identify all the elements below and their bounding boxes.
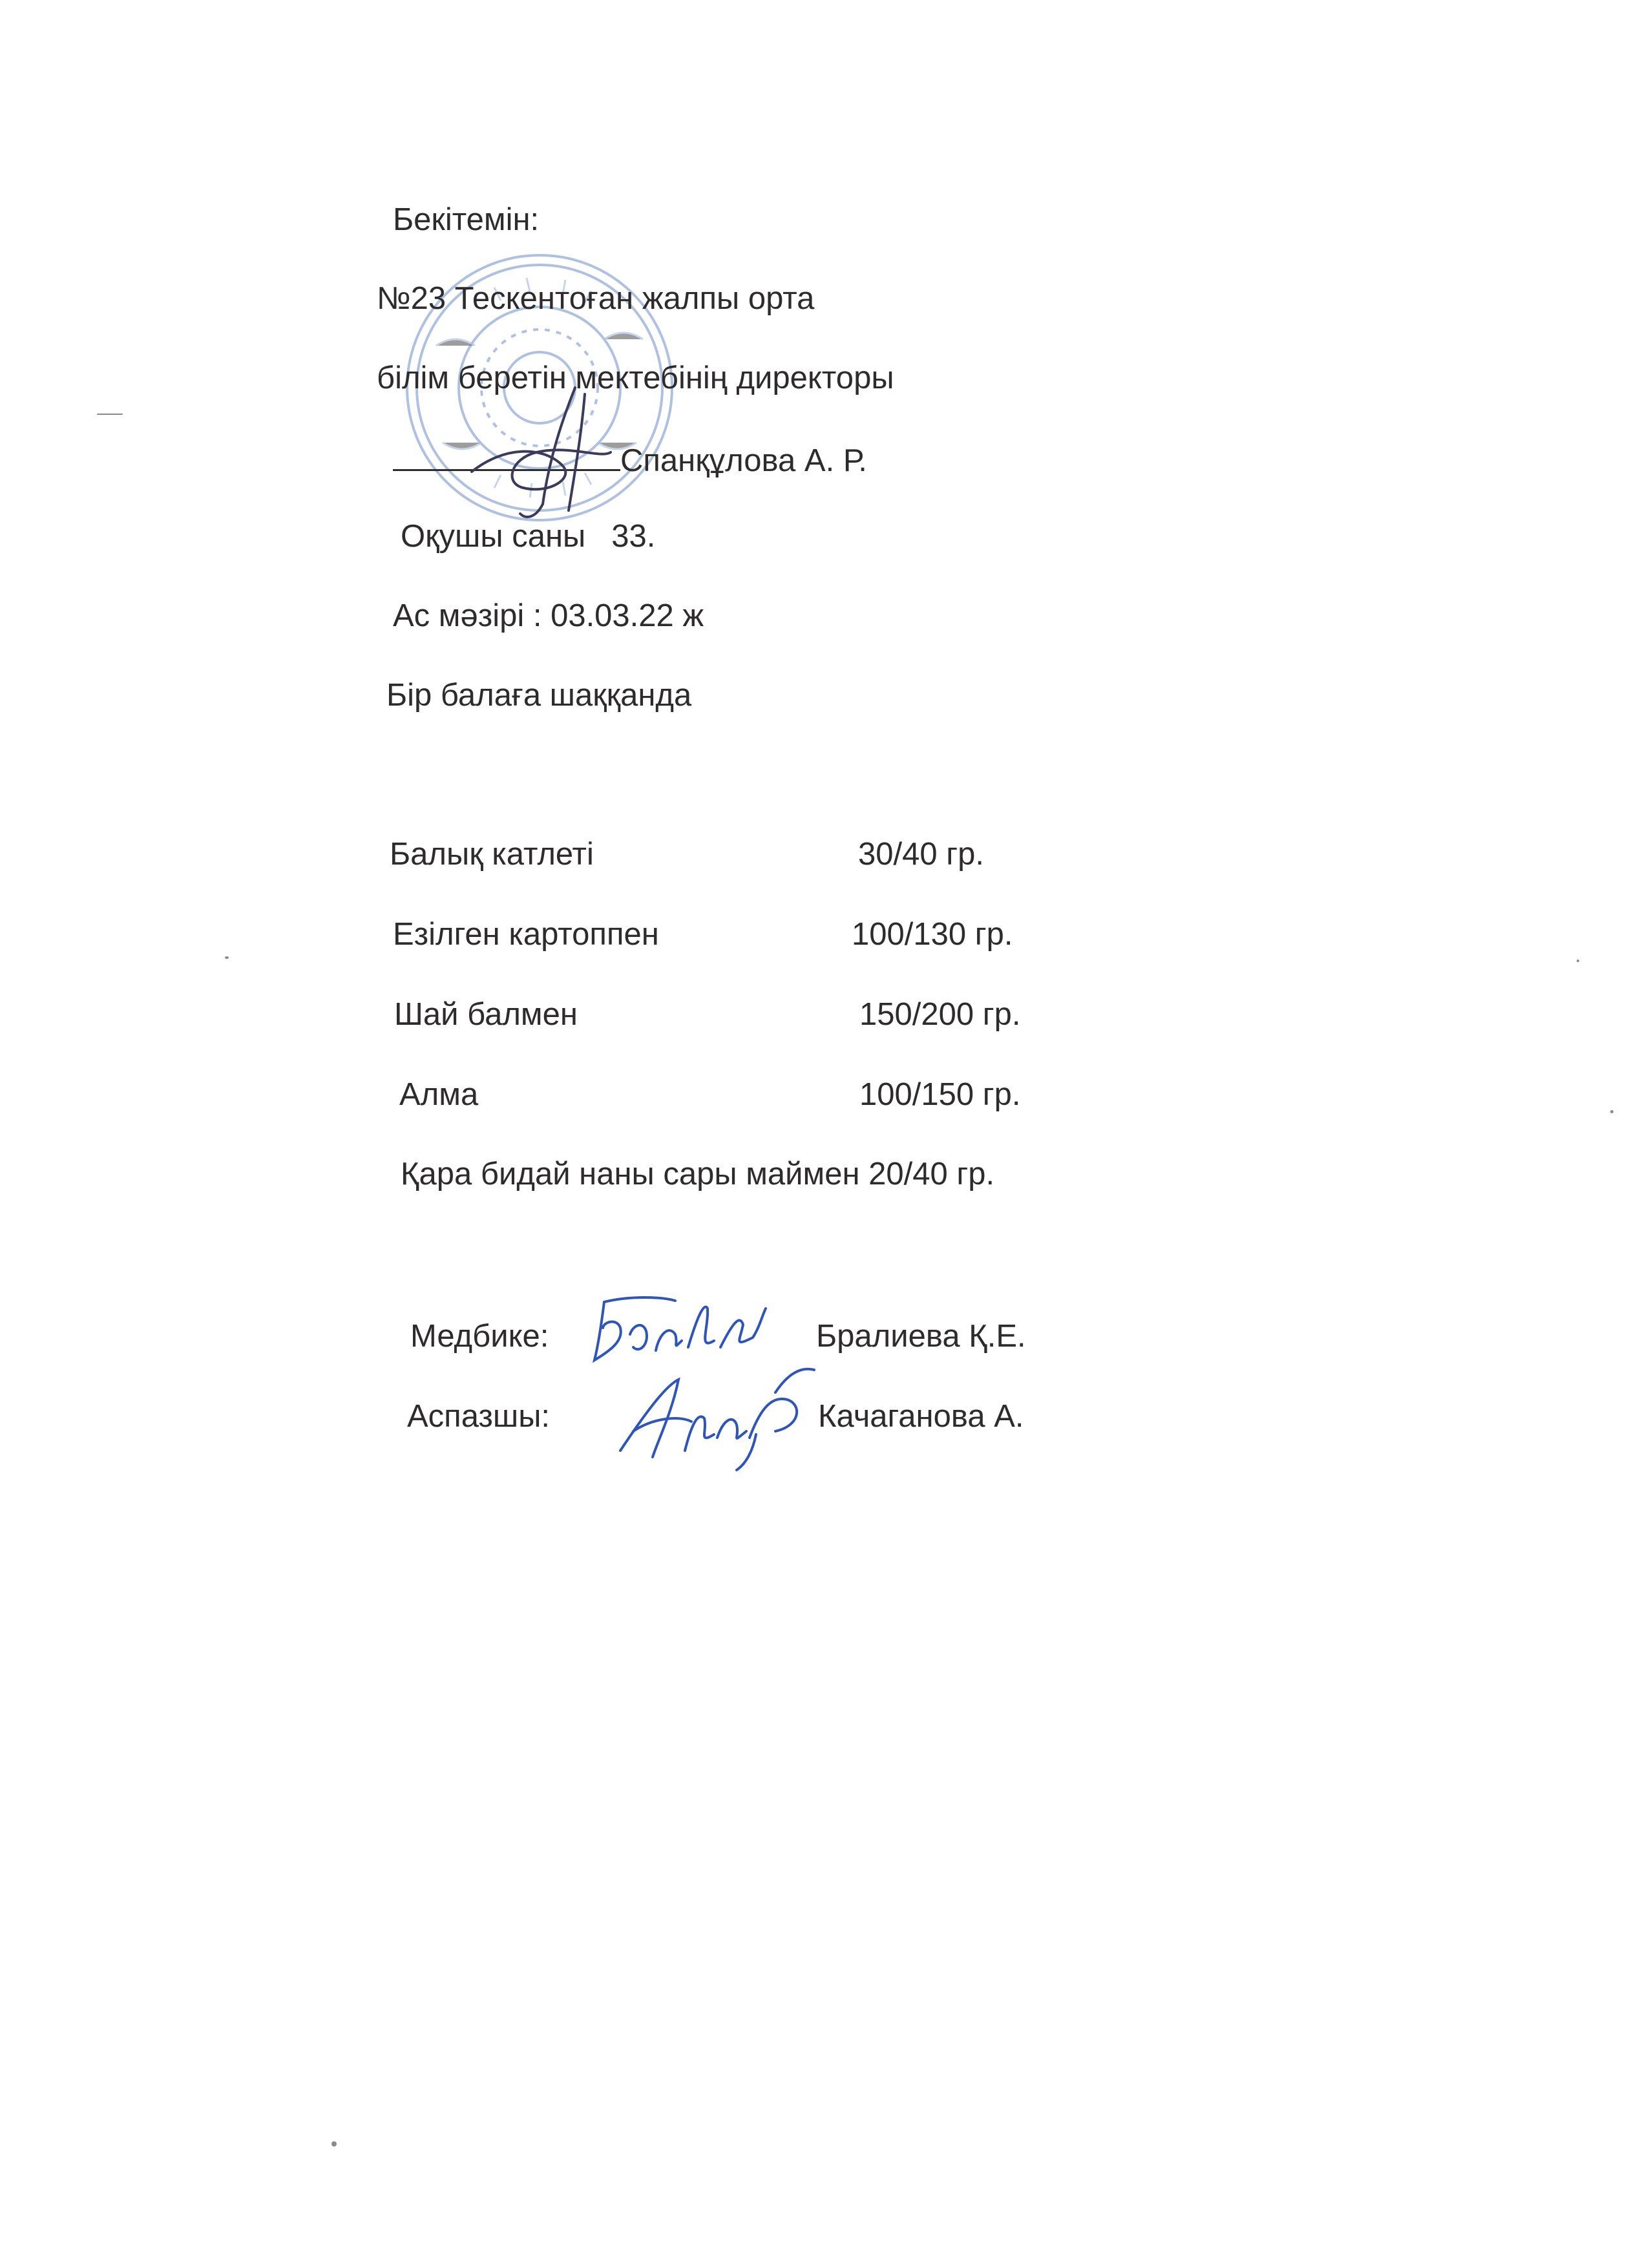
cook-name: Качаганова А. [818, 1399, 1024, 1434]
menu-date: Ас мәзірі : 03.03.22 ж [393, 598, 704, 633]
nurse-name: Бралиева Қ.Е. [816, 1319, 1026, 1354]
director-name: Спанқұлова А. Р. [620, 443, 867, 478]
nurse-label: Медбике: [410, 1319, 549, 1354]
students-label: Оқушы саны [401, 519, 586, 554]
menu-item-name: Езілген картоппен [393, 917, 659, 952]
director-line [393, 439, 867, 480]
scan-dot [1610, 1110, 1613, 1113]
approval-heading: Бекітемін: [393, 202, 540, 237]
scan-dot [225, 956, 229, 959]
cook-signature [607, 1360, 821, 1476]
scan-dot [331, 2141, 337, 2147]
menu-item-name: Алма [399, 1077, 479, 1112]
students-count-line [401, 517, 655, 556]
school-name-line-2: білім беретін мектебінің директоры [377, 361, 894, 395]
menu-item-portion: 100/130 гр. [852, 917, 1013, 952]
cook-label: Аспазшы: [407, 1399, 551, 1434]
menu-item-name: Балық катлеті [390, 837, 594, 872]
menu-item-portion: 100/150 гр. [859, 1077, 1021, 1112]
per-child-label: Бір балаға шаққанда [386, 678, 692, 713]
menu-item-name: Шай балмен [394, 997, 578, 1032]
director-signature [465, 381, 620, 530]
scan-mark [97, 414, 123, 415]
school-name-line-1: №23 Тескентоған жалпы орта [377, 281, 815, 316]
scan-dot [1577, 960, 1579, 962]
menu-item-name: Қара бидай наны сары маймен 20/40 гр. [401, 1157, 995, 1192]
menu-item-portion: 150/200 гр. [859, 997, 1021, 1032]
menu-item-portion: 30/40 гр. [858, 837, 984, 872]
students-count: 33. [611, 519, 656, 554]
